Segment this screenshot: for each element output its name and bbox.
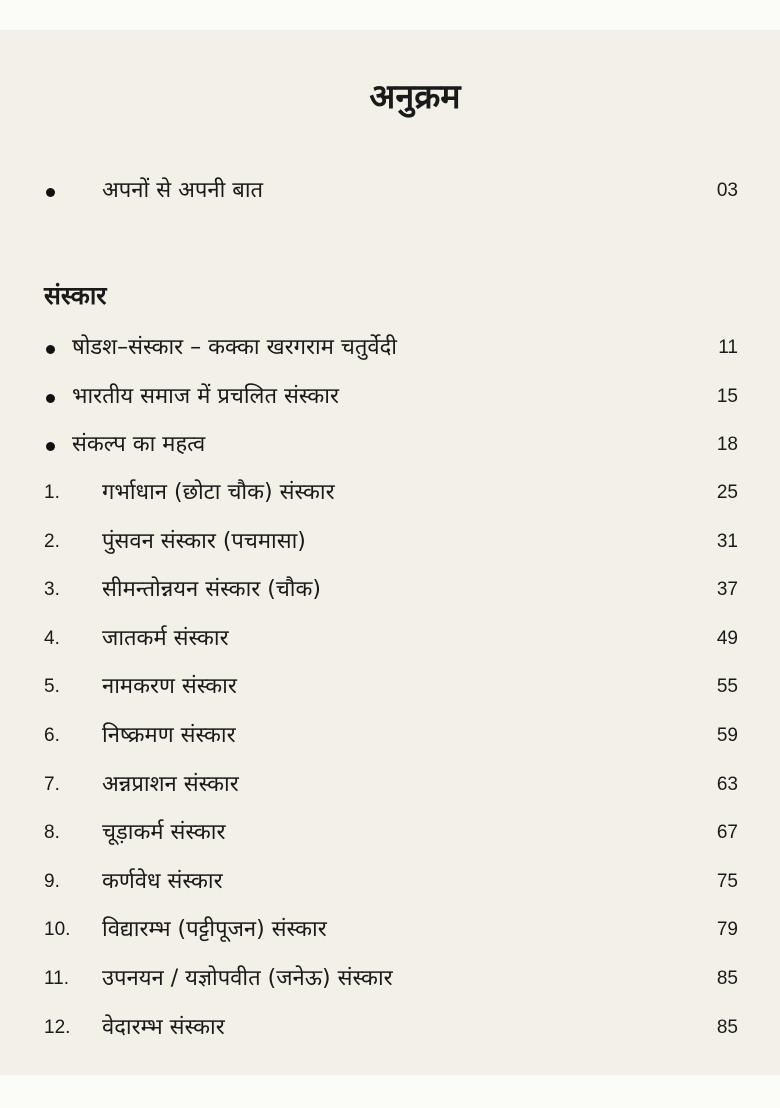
toc-entry bbox=[0, 1008, 780, 1048]
bullet-icon bbox=[46, 394, 55, 403]
entry-page: 31 bbox=[716, 530, 738, 552]
entry-text: अन्नप्राशन संस्कार bbox=[102, 771, 239, 797]
entry-number: 12. bbox=[44, 1016, 71, 1038]
entry-number: 3. bbox=[44, 579, 60, 601]
bullet-icon bbox=[46, 442, 55, 451]
entry-text: अपनों से अपनी बात bbox=[102, 178, 264, 203]
entry-page: 63 bbox=[716, 773, 738, 795]
entry-text: सीमन्तोन्नयन संस्कार (चौक) bbox=[102, 577, 321, 603]
entry-text: विद्यारम्भ (पट्टीपूजन) संस्कार bbox=[102, 917, 327, 943]
toc-entry bbox=[0, 813, 780, 853]
entry-page: 85 bbox=[716, 968, 738, 989]
toc-entry bbox=[0, 473, 780, 513]
entry-number: 5. bbox=[44, 676, 60, 698]
entry-page: 55 bbox=[716, 676, 738, 698]
entry-page: 15 bbox=[716, 385, 738, 407]
toc-entry bbox=[0, 667, 780, 707]
entry-page: 03 bbox=[716, 180, 738, 201]
page-title: अनुक्रम bbox=[369, 77, 461, 117]
entry-page: 67 bbox=[716, 822, 738, 844]
entry-text: जातकर्म संस्कार bbox=[102, 625, 229, 651]
entry-number: 7. bbox=[44, 773, 60, 795]
entry-page: 75 bbox=[716, 870, 738, 892]
entry-number: 10. bbox=[44, 919, 71, 941]
entry-page: 79 bbox=[716, 919, 738, 941]
entry-number: 9. bbox=[44, 870, 60, 892]
entry-number: 2. bbox=[44, 530, 60, 552]
bullet-icon bbox=[46, 345, 55, 354]
entry-page: 25 bbox=[716, 482, 738, 503]
entry-text: वेदारम्भ संस्कार bbox=[102, 1014, 225, 1040]
toc-entry bbox=[0, 716, 780, 756]
toc-entry bbox=[0, 328, 780, 368]
toc-entry bbox=[0, 862, 780, 902]
entry-number: 4. bbox=[44, 627, 60, 649]
entry-text: संकल्प का महत्व bbox=[72, 432, 206, 457]
toc-entry bbox=[0, 959, 780, 999]
section-heading: संस्कार bbox=[44, 281, 107, 310]
toc-entry bbox=[0, 522, 780, 562]
entry-page: 37 bbox=[716, 579, 738, 601]
entry-number: 6. bbox=[44, 725, 60, 746]
entry-page: 18 bbox=[716, 434, 738, 455]
entry-text: नामकरण संस्कार bbox=[102, 674, 237, 700]
entry-text: कर्णवेध संस्कार bbox=[102, 868, 223, 894]
entry-number: 8. bbox=[44, 822, 60, 844]
entry-text: षोडश–संस्कार – कक्का खरगराम चतुर्वेदी bbox=[72, 335, 397, 360]
toc-entry bbox=[0, 377, 780, 417]
entry-page: 59 bbox=[716, 725, 738, 746]
toc-entry bbox=[0, 425, 780, 465]
toc-entry bbox=[0, 765, 780, 805]
entry-page: 11 bbox=[718, 337, 738, 358]
entry-number: 1. bbox=[44, 482, 60, 503]
bullet-icon bbox=[46, 188, 55, 197]
toc-entry-intro bbox=[0, 171, 780, 211]
entry-text: निष्क्रमण संस्कार bbox=[102, 723, 236, 748]
entry-text: भारतीय समाज में प्रचलित संस्कार bbox=[72, 383, 340, 409]
entry-page: 85 bbox=[716, 1016, 738, 1038]
entry-page: 49 bbox=[716, 627, 738, 649]
toc-entry bbox=[0, 619, 780, 659]
entry-text: गर्भाधान (छोटा चौक) संस्कार bbox=[102, 480, 335, 505]
toc-entry bbox=[0, 910, 780, 950]
entry-text: उपनयन / यज्ञोपवीत (जनेऊ) संस्कार bbox=[102, 966, 393, 991]
entry-number: 11. bbox=[44, 968, 70, 989]
toc-entry bbox=[0, 570, 780, 610]
entry-text: पुंसवन संस्कार (पचमासा) bbox=[102, 528, 306, 554]
entry-text: चूड़ाकर्म संस्कार bbox=[102, 820, 226, 846]
